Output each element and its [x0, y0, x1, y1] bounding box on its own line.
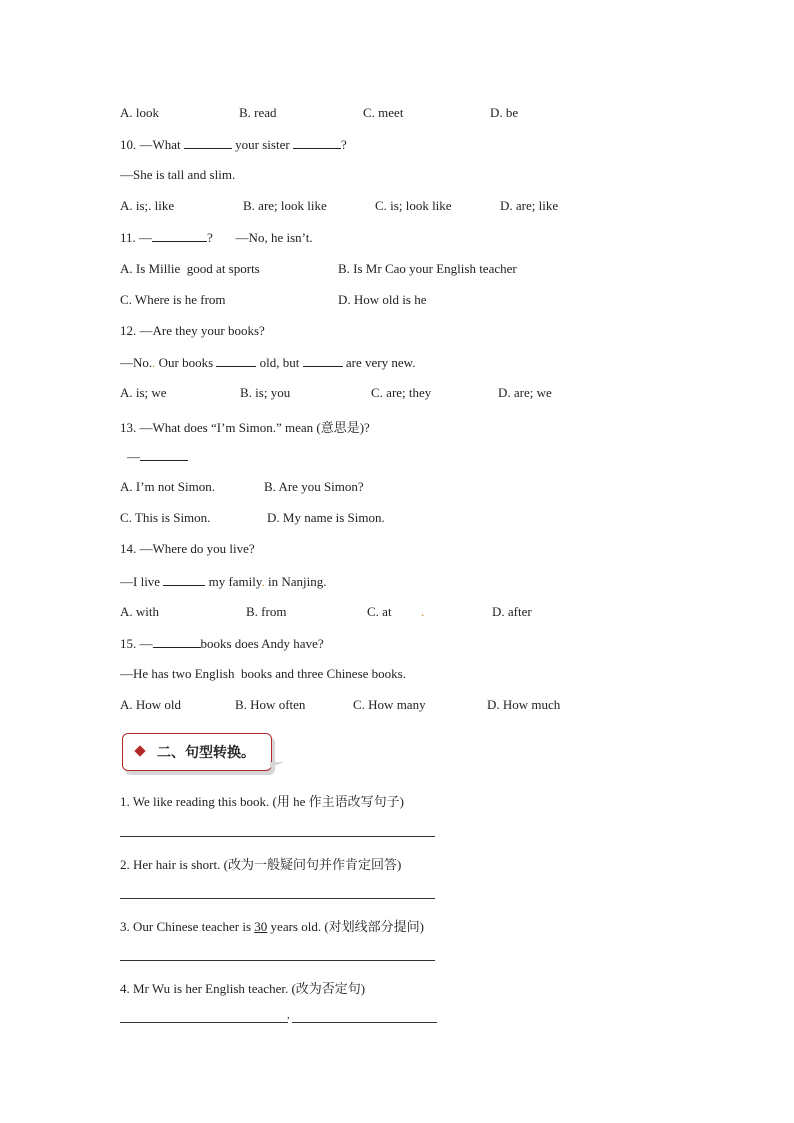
transform-item-4: 4. Mr Wu is her English teacher. (改为否定句)	[120, 981, 366, 996]
q10-option-c: C. is; look like	[375, 198, 452, 213]
q12-option-d: D. are; we	[498, 385, 552, 400]
q10-blank-2[interactable]	[293, 136, 341, 149]
q13-option-a: A. I’m not Simon.	[120, 479, 215, 494]
transform-item-2: 2. Her hair is short. (改为一般疑问句并作肯定回答)	[120, 857, 402, 872]
q15-answer: —He has two English books and three Chinese books.	[120, 666, 406, 681]
q15-option-b: B. How often	[235, 697, 306, 712]
q12-option-a: A. is; we	[120, 385, 167, 400]
q15-option-d: D. How much	[487, 697, 561, 712]
q10-blank-1[interactable]	[184, 136, 232, 149]
answer-line-4b[interactable]	[292, 1022, 437, 1023]
q9-option-b: B. read	[239, 105, 277, 120]
q13-option-c: C. This is Simon.	[120, 510, 211, 525]
q14-blank[interactable]	[163, 573, 205, 586]
q15-option-a: A. How old	[120, 697, 182, 712]
q11-option-d: D. How old is he	[338, 292, 427, 307]
q9-option-c: C. meet	[363, 105, 404, 120]
q10-option-b: B. are; look like	[243, 198, 327, 213]
answer-line-3[interactable]	[120, 960, 435, 961]
q9-option-a: A. look	[120, 105, 159, 120]
q12-answer: —No.. Our books old, but are very new.	[120, 355, 416, 370]
q12-blank-2[interactable]	[303, 354, 343, 367]
q13-blank[interactable]	[140, 448, 188, 461]
q13-question: 13. —What does “I’m Simon.” mean (意思是)?	[120, 420, 370, 435]
answer-line-4a[interactable]	[120, 1022, 288, 1023]
header-shadow-tail	[270, 762, 284, 768]
q11-option-c: C. Where is he from	[120, 292, 226, 307]
q11-question: 11. — ? —No, he isn’t.	[120, 230, 313, 245]
q13-answer: —	[127, 448, 188, 465]
q14-question: 14. —Where do you live?	[120, 541, 255, 556]
q12-question: 12. —Are they your books?	[120, 323, 265, 338]
q14-option-b: B. from	[246, 604, 287, 619]
q15-option-c: C. How many	[353, 697, 426, 712]
q15-blank[interactable]	[153, 635, 201, 648]
q14-answer: —I live my family. in Nanjing.	[120, 574, 327, 589]
transform-item-3: 3. Our Chinese teacher is 30 years old. (对划线部分提问)	[120, 919, 424, 934]
answer-line-2[interactable]	[120, 898, 435, 899]
q14-option-d: D. after	[492, 604, 532, 619]
q11-blank[interactable]	[152, 229, 207, 242]
answer-line-1[interactable]	[120, 836, 435, 837]
q11-option-a: A. Is Millie good at sports	[120, 261, 260, 276]
q12-blank-1[interactable]	[216, 354, 256, 367]
transform-item-1: 1. We like reading this book. (用 he 作主语改写句子)	[120, 794, 404, 809]
q10-option-a: A. is;. like	[120, 198, 175, 213]
section-title: 二、句型转换。	[157, 745, 255, 761]
q14-option-c: C. at	[367, 604, 392, 619]
underlined-number: 30	[254, 919, 268, 934]
diamond-icon	[134, 745, 145, 756]
q15-question: 15. — books does Andy have?	[120, 636, 324, 651]
q13-option-d: D. My name is Simon.	[267, 510, 385, 525]
answer-line-4-mark: ,	[287, 1009, 290, 1021]
q10-answer: —She is tall and slim.	[120, 167, 236, 182]
q13-option-b: B. Are you Simon?	[264, 479, 364, 494]
section-header	[122, 733, 272, 771]
q10-option-d: D. are; like	[500, 198, 559, 213]
q9-option-d: D. be	[490, 105, 519, 120]
q12-option-c: C. are; they	[371, 385, 432, 400]
stray-mark: .	[421, 604, 425, 619]
q11-option-b: B. Is Mr Cao your English teacher	[338, 261, 517, 276]
q14-option-a: A. with	[120, 604, 159, 619]
q10-question: 10. —What your sister ?	[120, 137, 347, 152]
q12-option-b: B. is; you	[240, 385, 291, 400]
